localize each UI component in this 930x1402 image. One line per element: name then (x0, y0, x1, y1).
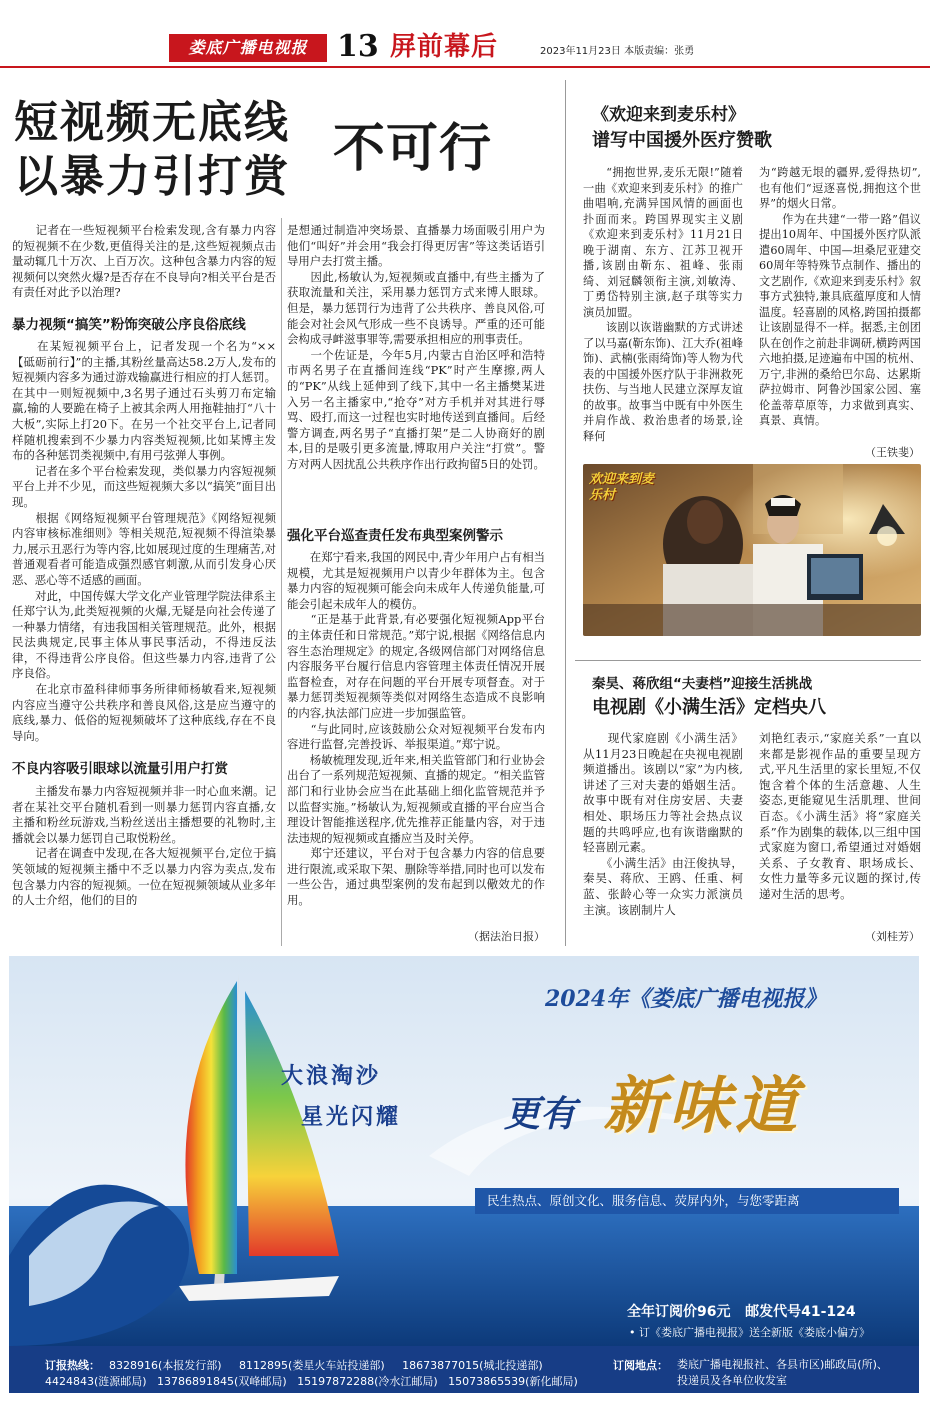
subscription-ad-banner (9, 956, 919, 1393)
right-top-colB: 为“跨越无垠的疆界,爱得热切”,也有他们“逗逐喜悦,拥抱这个世界”的烟火日常。 作为在共建“一带一路”倡议提出10周年、中国援外医疗队派遣60周年、中国—坦桑尼亚建交60周年等特殊节点制作、播出的文艺剧作,《欢迎来到麦乐村》叙事方式独特,兼具底蕴厚度和人情温度。轻喜剧的风格,跨国拍摄都让该剧显得不一样。据悉,主创团队在创作之前赴非调研,横跨两国六地拍摄,足迹遍布中国的杭州、万宁,非洲的桑给巴尔岛、达累斯萨拉姆市、阿鲁沙国家公园、塞伦盖蒂草原等，力求做到真实、真景、真情。 (759, 166, 921, 427)
right-top-headline-line2: 谱写中国援外医疗赞歌 (592, 130, 772, 151)
lead-col1-tail-text: 主播发布暴力内容短视频并非一时心血来潮。记者在某社交平台随机看到一则暴力惩罚内容直播,女主播和粉丝玩游戏,当粉丝送出主播想要的礼物时,主播就会以暴力惩罚自己取悦粉丝。 记者在调查中发现,在各大短视频平台,定位于搞笑领域的短视频主播中不乏以暴力内容为卖点,发布包含暴力内容的短视频。一位在短视频领域从业多年的人士介绍，他们的目的 (12, 784, 276, 908)
ad-slogan-1: 大浪淘沙 (281, 1064, 382, 1089)
lead-byline: （据法治日报） (468, 930, 545, 943)
ad-gift-offer: • 订《娄底广播电视报》送全新版《娄底小偏方》 (629, 1326, 870, 1339)
lead-col2-text: 是想通过制造冲突场景、直播暴力场面吸引用户为他们“叫好”并会用“我会打得更厉害”等这类话语引导用户去打赏主播。 因此,杨敏认为,短视频或直播中,有些主播为了获取流量和关注，采用暴力惩罚方式来博人眼球。但是，暴力惩罚行为违背了公共秩序、善良风俗,可能会对社会风气形成一些不良诱导。严重的还可能会构成寻衅滋事罪等,需要承担相应的刑事责任。 一个佐证是，今年5月,内蒙古自治区呼和浩特市两名男子在直播间连线“PK”时产生摩擦,两人的“PK”从线上延伸到了线下,其中一名主播樊某进入另一名主播家中,“抢夺”对方手机并对其进行辱骂、殴打,而这一过程也实时地传送到直播间。后经警方调查,两名男子“直播打架”是二人协商好的剧本,目的是吸引更多流量,博取用户关注“打赏”。警方对两人因扰乱公共秩序作出行政拘留5日的处罚。 (287, 223, 545, 471)
ad-hotline-line1: 8328916(本报发行部) 8112895(娄星火车站投递部) 18673877015(城北投递部) (109, 1359, 543, 1372)
drama-logo-text: 欢迎来到麦乐村 (589, 472, 655, 503)
lead-headline-line2: 以暴力引打赏 (14, 151, 290, 202)
ad-tagline: 民生热点、原创文化、服务信息、荧屏内外，与您零距离 (475, 1188, 899, 1214)
lead-headline-line3: 不可行 (333, 119, 493, 179)
ad-address-text: 娄底广播电视报社、各县市区)邮政局(所)、投递员及各单位收发室 (677, 1358, 888, 1387)
section-title: 屏前幕后 (390, 32, 499, 62)
right-bottom-colA: 现代家庭剧《小满生活》从11月23日晚起在央视电视剧频道播出。该剧以“家”为内核,讲述了三对夫妻的婚姻生活。故事中既有对住房安居、夫妻相处、职场压力等社会热点议题的共鸣呼应,也有诙谐幽默的轻喜剧元素。 《小满生活》由汪俊执导，秦昊、蒋欣、王鸥、任重、柯蓝、张龄心等一众实力派演员主演。该剧制片人 (583, 731, 743, 917)
lead-col2-bottom-text: 在郑宁看来,我国的网民中,青少年用户占有相当规模，尤其是短视频用户以青少年群体为主。包含暴力内容的短视频可能会向未成年人传递负能量,可能会引起未成年人的模仿。 “正是基于此背景,有必要强化短视频App平台的主体责任和日常规范。”郑宁说,根据《网络信息内容生态治理规定》的规定,各级网信部门对网络信息内容服务平台履行信息内容管理主体责任情况开展监督检查，对存在问题的平台开展专项督查。对于暴力惩罚类短视频等类似对网络生态造成不良影响的内容,执法部门应进一步加强监管。 “与此同时,应该鼓励公众对短视频平台发布内容进行监督,完善投诉、举报渠道。”郑宁说。 杨敏梳理发现,近年来,相关监管部门和行业协会出台了一系列规范短视频、直播的规定。“相关监管部门和行业协会应当在此基础上细化监管规范并予以监督实施。”杨敏认为,短视频或直播的平台应当合理设计智能推送程序,优先推荐正能量内容，对于违法违规的短视频或直播应当及时关停。 郑宁还建议，平台对于包含暴力内容的信息要进行限流,或采取下架、删除等举措,同时也可以发布一些公告，通过典型案例的发布起到以儆效尤的作用。 (287, 550, 545, 908)
ad-headline-prefix: 更有 (504, 1093, 577, 1135)
drama-still-photo (583, 464, 921, 636)
ad-slogan-2: 星光闪耀 (301, 1105, 402, 1130)
ad-headline-main: 新味道 (603, 1069, 802, 1142)
lead-subhead-2: 不良内容吸引眼球以流量引用户打赏 (12, 761, 228, 777)
ad-address-label: 订阅地点： (613, 1359, 668, 1372)
date-editor-line: 2023年11月23日 本版责编：张勇 (540, 46, 695, 57)
right-bottom-headline-line2: 电视剧《小满生活》定档央八 (592, 697, 826, 718)
column-divider (281, 218, 282, 946)
right-bottom-byline: （刘桂芳） (865, 930, 920, 943)
ad-hotline-line2: 4424843(涟源邮局) 13786891845(双峰邮局) 15197872288(冷水江邮局) 15073865539(新化邮局) (45, 1375, 578, 1388)
lead-subhead-3: 强化平台巡查责任发布典型案例警示 (287, 528, 503, 544)
right-top-headline-line1: 《欢迎来到麦乐村》 (592, 105, 745, 125)
right-section-rule (575, 660, 921, 661)
masthead-rule (0, 66, 930, 68)
right-bottom-colB: 刘艳红表示,“家庭关系”一直以来都是影视作品的重要呈现方式,平凡生活里的家长里短,不仅饱含着个体的生活意趣、人生姿态,更能窥见生活肌理、世间百态。《小满生活》将“家庭关系”作为剧集的载体,以三组中国式家庭为窗口,希望通过对婚姻关系、子女教育、职场成长、女性力量等多元议题的探讨,传递对生活的思考。 (759, 731, 921, 901)
page-number: 13 (337, 29, 379, 64)
right-bottom-headline-line1: 秦昊、蒋欣组“夫妻档”迎接生活挑战 (592, 676, 813, 692)
right-top-byline: （王铁斐） (865, 446, 920, 459)
ad-hotline-label: 订报热线： (45, 1359, 100, 1372)
masthead-brand: 娄底广播电视报 (169, 34, 327, 62)
lead-headline-line1: 短视频无底线 (14, 97, 290, 148)
ad-year-title: 2024年《娄底广播电视报》 (545, 986, 827, 1012)
lead-subhead-1: 暴力视频“搞笑”粉饰突破公序良俗底线 (12, 317, 246, 333)
ad-price: 全年订阅价96元 邮发代号41-124 (627, 1304, 856, 1320)
right-top-colA: “拥抱世界,麦乐无限!”随着一曲《欢迎来到麦乐村》的推广曲唱响,充满异国风情的画面也扑面而来。跨国界现实主义剧《欢迎来到麦乐村》11月21日晚于湖南、东方、江苏卫视开播,该剧由靳东、祖峰、张雨绮、刘冠麟领衔主演,刘敏涛、丁勇岱特别主演,赵子琪等实力演员加盟。 该剧以诙谐幽默的方式讲述了以马嘉(靳东饰)、江大乔(祖峰饰)、武楠(张雨绮饰)等人物为代表的中国援外医疗队于非洲救死扶伤、与当地人民建立深厚友谊的故事。故事当中既有中外医生并肩作战、救治患者的场景,诠释何 (583, 166, 743, 443)
page-divider (565, 80, 566, 946)
lead-intro-text: 记者在一些短视频平台检索发现,含有暴力内容的短视频不在少数,更值得关注的是,这些短视频点击量动辄几十万次、上百万次。这种包含暴力内容的短视频何以突然火爆?是否存在不良导向?相关平台是否有责任对此予以治理? (12, 223, 276, 300)
lead-col1-text: 在某短视频平台上，记者发现一个名为“××【砥砺前行】”的主播,其粉丝量高达58.2万人,发布的短视频内容多为通过游戏输赢进行相应的打人惩罚。在其中一则短视频中,3名男子通过石头剪刀布定输赢,输的人要跪在椅子上被其余两人用拖鞋抽打“八十大板”,实际上打20下。在另一个社交平台上,记者同样随机搜索到不少暴力内容类短视频,比如某博主发布的各种惩罚类视频中,有用弓弦弹人事例。 记者在多个平台检索发现，类似暴力内容短视频平台上并不少见，而这些短视频大多以“搞笑”面目出现。 根据《网络短视频平台管理规范》《网络短视频内容审核标准细则》等相关规范,短视频不得渲染暴力,展示丑恶行为等内容,比如展现过度的生理痛苦,对普通观看者可能造成强烈感官刺激,从而引发身心厌恶、恶心等不适感的画面。 对此，中国传媒大学文化产业管理学院法律系主任郑宁认为,此类短视频的火爆,无疑是向社会传递了一种暴力情绪，有违我国相关管理规范。此外，根据民法典规定,民事主体从事民事活动，不得违反法律，不得违背公序良俗。但这些暴力内容,违背了公序良俗。 在北京市盈科律师事务所律师杨敏看来,短视频内容应当遵守公共秩序和善良风俗,这是应当遵守的底线,暴力、低俗的短视频破坏了这种底线,存在不良导向。 (12, 339, 276, 743)
